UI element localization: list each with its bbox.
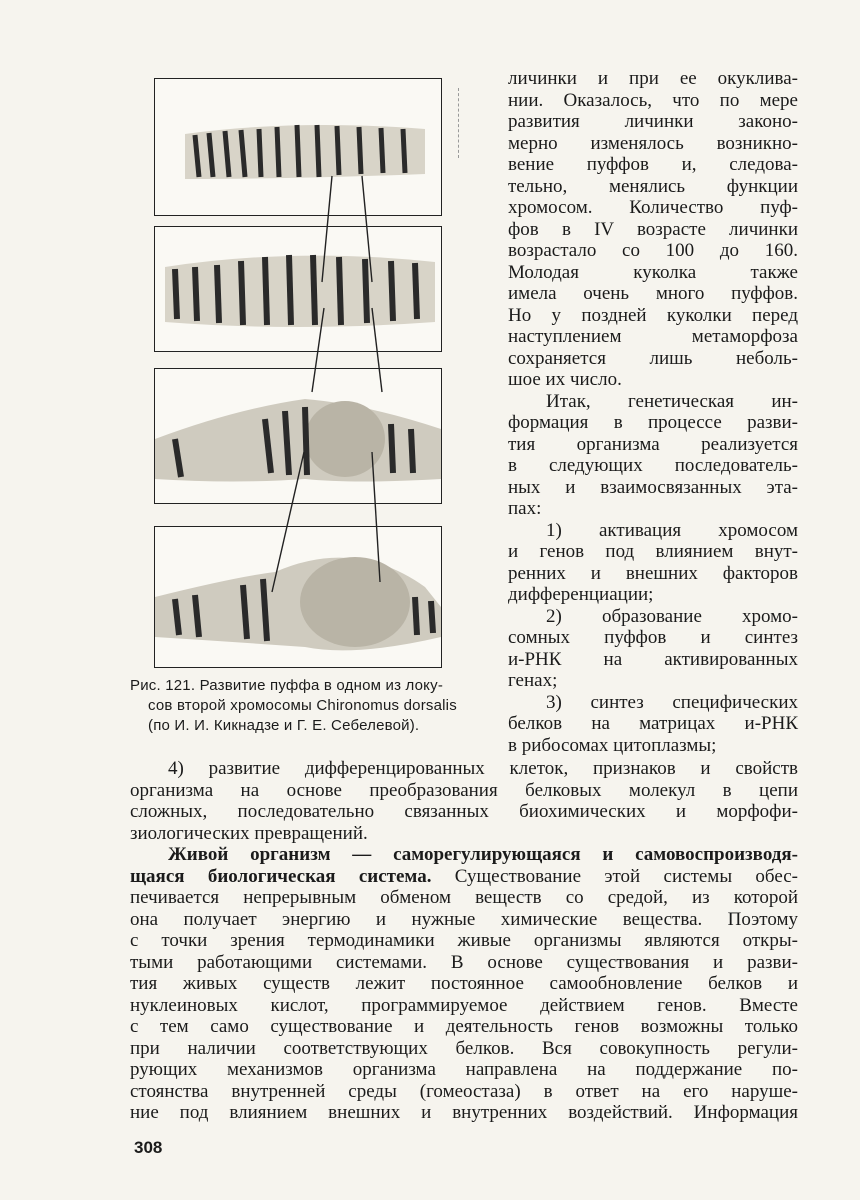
text-line: с точки зрения термодинамики живые организмы являются откры- bbox=[130, 930, 798, 951]
bold-heading-tail: щаяся биологическая система. bbox=[130, 865, 432, 887]
text-line: тия организма реализуется bbox=[508, 433, 798, 455]
text-line: тельно, менялись функции bbox=[508, 175, 798, 197]
text-line: рующих механизмов организма направлена на поддержание по- bbox=[130, 1059, 798, 1080]
figure-caption bbox=[130, 676, 500, 736]
figure-panel-3 bbox=[154, 368, 442, 504]
text-line: личинки и при ее окуклива- bbox=[508, 68, 798, 89]
mixed-line bbox=[130, 866, 798, 888]
chromosome-band-image bbox=[155, 227, 441, 351]
text-line: Но у поздней куколки перед bbox=[508, 304, 798, 326]
right-column-text bbox=[508, 68, 798, 756]
text-line: ние под влиянием внешних и внутренних воздействий. Информация bbox=[130, 1102, 798, 1123]
text-line: мерно изменялось возникно- bbox=[508, 132, 798, 154]
text-line: в следующих последователь- bbox=[508, 455, 798, 476]
text-line: возрастало со 100 до 160. bbox=[508, 240, 798, 261]
text-line: развития личинки законо- bbox=[508, 111, 798, 132]
text-line: пах: bbox=[508, 498, 542, 519]
text-line: фов в IV возрасте личинки bbox=[508, 218, 798, 240]
text-line: имела очень много пуффов. bbox=[508, 283, 798, 304]
text-line: она получает энергию и нужные химические вещества. Поэтому bbox=[130, 908, 798, 930]
caption-line: сов второй хромосомы Chironomus dorsalis bbox=[148, 697, 457, 714]
text-line: дифференциации; bbox=[508, 584, 654, 605]
text-line: стоянства внутренней среды (гомеостаза) в ответ на его наруше- bbox=[130, 1080, 798, 1102]
text-line: нуклеиновых кислот, программируемое действием генов. Вместе bbox=[130, 994, 798, 1016]
text-line: белков на матрицах и-РНК bbox=[508, 713, 798, 734]
list-item: 4) развитие дифференцированных клеток, признаков и свойств bbox=[168, 758, 798, 779]
chromosome-band-image bbox=[155, 369, 441, 503]
text-fragment: Существование этой системы обес- bbox=[431, 865, 798, 887]
text-line: и-РНК на активированных bbox=[508, 648, 798, 670]
margin-mark bbox=[458, 88, 461, 158]
chromosome-puff-figure bbox=[154, 72, 444, 672]
text-line: хромосом. Количество пуф- bbox=[508, 197, 798, 218]
text-line: сохраняется лишь неболь- bbox=[508, 347, 798, 369]
text-line: организма на основе преобразования белковых молекул в цепи bbox=[130, 779, 798, 801]
figure-panel-4 bbox=[154, 526, 442, 668]
text-line: шое их число. bbox=[508, 369, 622, 390]
text-line: формация в процессе разви- bbox=[508, 412, 798, 433]
text-line: в рибосомах цитоплазмы; bbox=[508, 734, 717, 756]
text-line: сомных пуффов и синтез bbox=[508, 627, 798, 648]
figure-panel-1 bbox=[154, 78, 442, 216]
list-item: 3) синтез специфических bbox=[546, 691, 798, 713]
list-item: 1) активация хромосом bbox=[546, 519, 798, 541]
caption-line: (по И. И. Кикнадзе и Г. Е. Себелевой). bbox=[148, 717, 420, 734]
text-line: наступлением метаморфоза bbox=[508, 326, 798, 347]
text-line: с тем само существование и деятельность генов возможны только bbox=[130, 1016, 798, 1037]
text-line: тыми работающими системами. В основе существования и разви- bbox=[130, 951, 798, 973]
text-line: Молодая куколка также bbox=[508, 261, 798, 283]
text-line: при наличии соответствующих белков. Вся совокупность регули- bbox=[130, 1037, 798, 1059]
text-line: вение пуффов и, следова- bbox=[508, 154, 798, 175]
page-number: 308 bbox=[134, 1138, 163, 1157]
text-line: сложных, последовательно связанных биохимических и морфофи- bbox=[130, 801, 798, 822]
text-line: зиологических превращений. bbox=[130, 822, 368, 844]
text-line: ренних и внешних факторов bbox=[508, 562, 798, 584]
text-line: и генов под влиянием внут- bbox=[508, 541, 798, 562]
full-width-text bbox=[130, 758, 798, 1124]
chromosome-band-image bbox=[155, 527, 441, 667]
text-line: тия живых существ лежит постоянное самообновление белков и bbox=[130, 973, 798, 994]
caption-line: Рис. 121. Развитие пуффа в одном из локу- bbox=[130, 677, 444, 694]
figure-panel-2 bbox=[154, 226, 442, 352]
bold-heading-line: Живой организм — саморегулирующаяся и самовоспроизводя- bbox=[168, 844, 798, 865]
text-line: Итак, генетическая ин- bbox=[546, 390, 798, 412]
text-line: генах; bbox=[508, 670, 558, 691]
text-line: ных и взаимосвязанных эта- bbox=[508, 476, 798, 498]
text-line: печивается непрерывным обменом веществ со средой, из которой bbox=[130, 887, 798, 908]
chromosome-band-image bbox=[155, 79, 441, 215]
list-item: 2) образование хромо- bbox=[546, 605, 798, 627]
text-line: нии. Оказалось, что по мере bbox=[508, 89, 798, 111]
